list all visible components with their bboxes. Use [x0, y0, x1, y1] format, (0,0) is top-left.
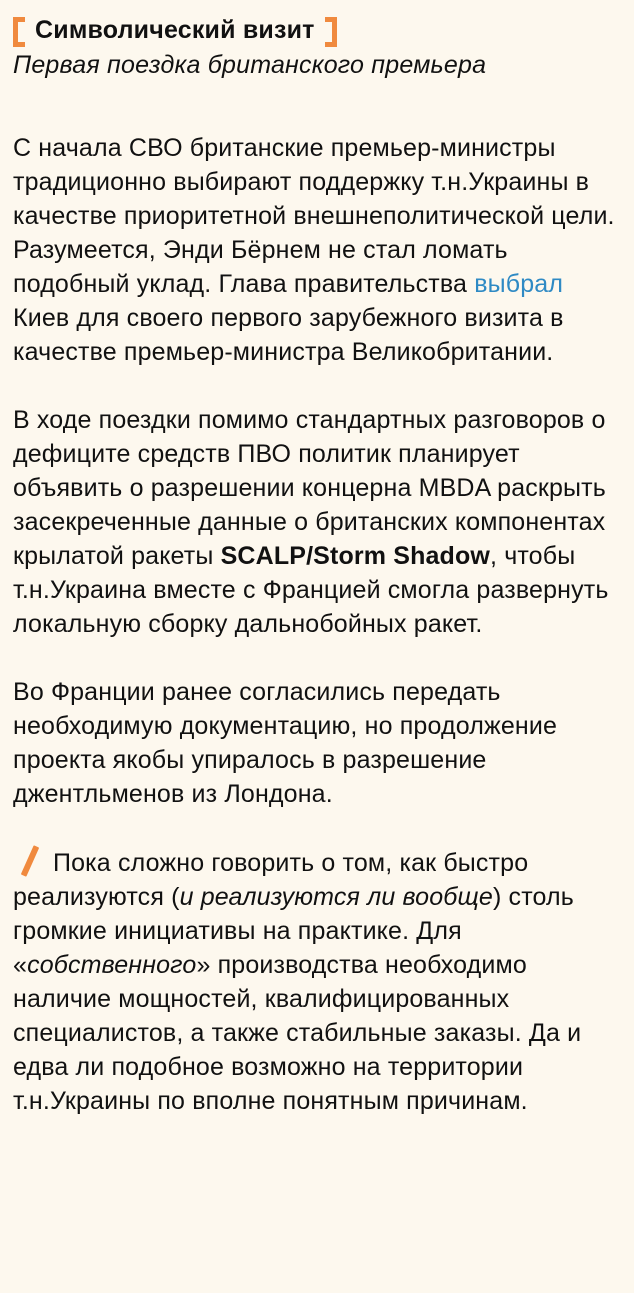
post-subtitle: Первая поездка британского премьера [13, 51, 487, 79]
post-title: Символический визит [35, 15, 315, 44]
paragraph-1-text-start: С начала СВО британские премьер-министры традиционно выбирают поддержку т.н.Украины в качестве приоритетной внешнеполитической цели. Разумеется, Энди Бёрнем не стал ломать подобный уклад. Глава правительства [13, 134, 615, 298]
orange-bracket-icon [325, 17, 337, 47]
paragraph-4-italic-2: собственного [27, 951, 197, 979]
paragraph-1 [13, 131, 625, 369]
paragraph-4-part-3: » производства необходимо наличие мощностей, квалифицированных специалистов, а также стабильные заказы. Да и едва ли подобное возможно на территории т.н.Украины по вполне понятным причинам. [13, 951, 582, 1115]
paragraph-2 [13, 403, 625, 641]
post-body [13, 12, 625, 1118]
orange-slash-icon [13, 845, 47, 875]
inline-link[interactable]: выбрал [474, 270, 564, 298]
paragraph-4-italic-1: и реализуются ли вообще [179, 883, 493, 911]
orange-bracket-icon [13, 17, 25, 47]
paragraph-1-text-end: Киев для своего первого зарубежного визита в качестве премьер-министра Великобритании. [13, 304, 564, 366]
paragraph-2-text-start: В ходе поездки помимо стандартных разговоров о дефиците средств ПВО политик планирует объявить о разрешении концерна MBDA раскрыть засекреченные данные о британских компонентах крылатой ракеты [13, 406, 606, 570]
paragraph-4 [13, 845, 625, 1118]
post-title-line [13, 12, 625, 48]
paragraph-4-part-2: ) столь громкие инициативы на практике. Для « [13, 883, 574, 979]
paragraph-4-part-1: Пока сложно говорить о том, как быстро реализуются ( [13, 849, 529, 911]
missile-name: SCALP/Storm Shadow [220, 542, 490, 570]
paragraph-3: Во Франции ранее согласились передать необходимую документацию, но продолжение проекта якобы упиралось в разрешение джентльменов из Лондона. [13, 678, 558, 808]
paragraph-2-text-end: , чтобы т.н.Украина вместе с Францией смогла развернуть локальную сборку дальнобойных ракет. [13, 542, 609, 638]
